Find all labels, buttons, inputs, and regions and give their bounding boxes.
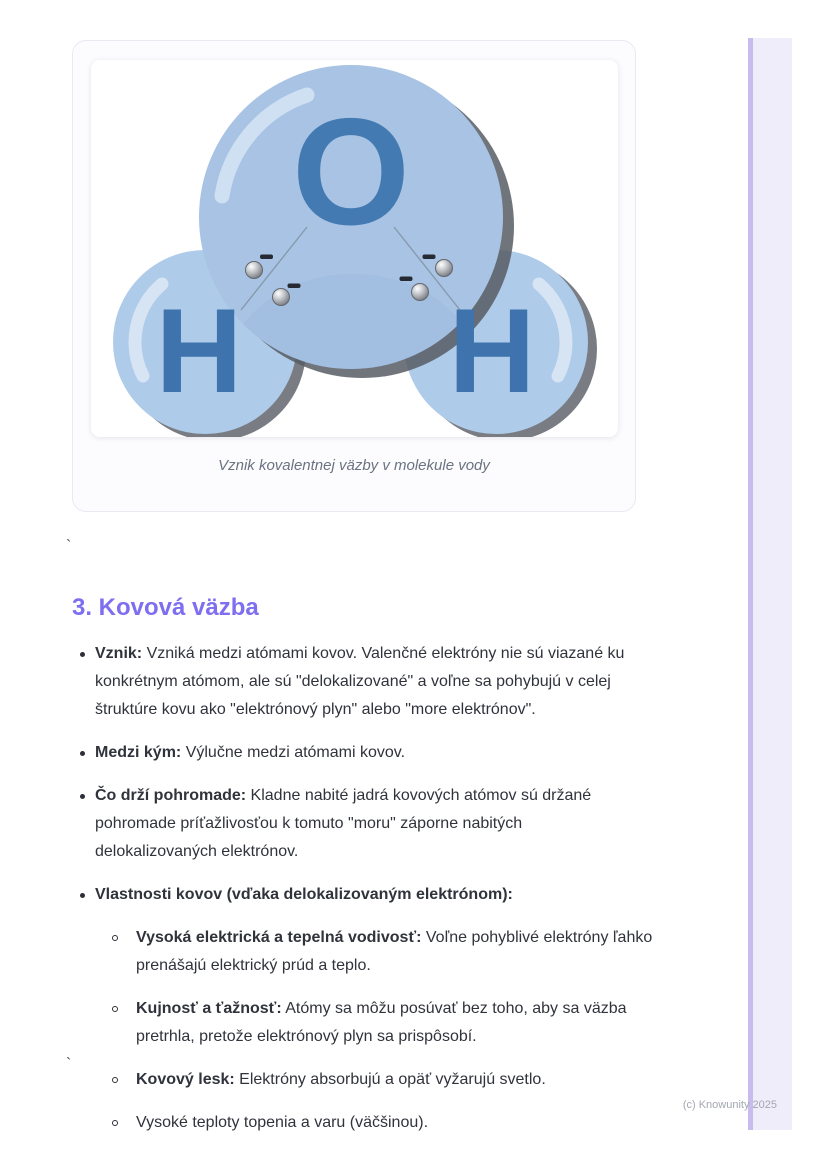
list-item-text: Čo drží pohromade: Kladne nabité jadrá kovových atómov sú držané pohromade príťažlivosťou k tomuto "moru" záporne nabitých delokalizovaných elektrónov. [95,787,592,860]
list-item-label: Vznik: [95,645,143,662]
electron-icon [411,284,428,301]
list-item-text: Vysoké teploty topenia a varu (väčšinou). [136,1114,429,1131]
list-item-text: Kovový lesk: Elektróny absorbujú a opäť vyžarujú svetlo. [136,1071,546,1088]
electron-icon [245,262,262,279]
list-item-text: Medzi kým: Výlučne medzi atómami kovov. [95,744,406,761]
sub-list-item [95,995,712,1051]
hydrogen-left-label: H [155,284,242,418]
bond-properties-list [72,640,712,1152]
copyright-footer: (c) Knowunity 2025 [682,1099,777,1111]
water-molecule-diagram [91,60,618,437]
list-item [72,881,712,1137]
list-item-text: Vznik: Vzniká medzi atómami kovov. Valenčné elektróny nie sú viazané ku konkrétnym atómom, ale sú "delokalizované" a voľne sa pohybujú v celej štruktúre kovu ako "elektrónový plyn" alebo "more elektrónov". [95,645,625,718]
minus-charge-icon [399,277,412,282]
hydrogen-right-label: H [448,284,535,418]
list-item-label: Vlastnosti kovov (vďaka delokalizovaným elektrónom): [95,886,513,903]
minus-charge-icon [422,255,435,260]
list-item-text: Vysoká elektrická a tepelná vodivosť: Voľne pohyblivé elektróny ľahko prenášajú elektrický prúd a teplo. [136,929,653,974]
minus-charge-icon [260,255,273,260]
figure-image [91,60,618,437]
sub-list [95,924,712,1137]
oxygen-label: O [291,87,410,257]
list-item-label: Čo drží pohromade: [95,787,247,804]
stray-backtick-bottom: ` [66,1056,72,1073]
electron-icon [435,260,452,277]
right-side-strip [748,38,792,1130]
list-item-label: Medzi kým: [95,744,182,761]
electron-icon [272,289,289,306]
sub-list-item [95,924,712,980]
list-item-text [95,881,513,909]
figure-caption: Vznik kovalentnej väzby v molekule vody [218,457,490,474]
figure-card [72,40,636,512]
minus-charge-icon [287,284,300,289]
stray-backtick-top: ` [66,538,72,555]
list-item [72,739,712,767]
list-item [72,640,712,724]
list-item [72,782,712,866]
sub-list-item [95,1109,712,1137]
list-item-label: Kovový lesk: [136,1071,235,1088]
list-item-label: Kujnosť a ťažnosť: [136,1000,282,1017]
sub-list-item [95,1066,712,1094]
list-item-text: Kujnosť a ťažnosť: Atómy sa môžu posúvať bez toho, aby sa väzba pretrhla, pretože elektrónový plyn sa prispôsobí. [136,1000,627,1045]
section-heading: 3. Kovová väzba [72,594,259,621]
list-item-label: Vysoká elektrická a tepelná vodivosť: [136,929,422,946]
